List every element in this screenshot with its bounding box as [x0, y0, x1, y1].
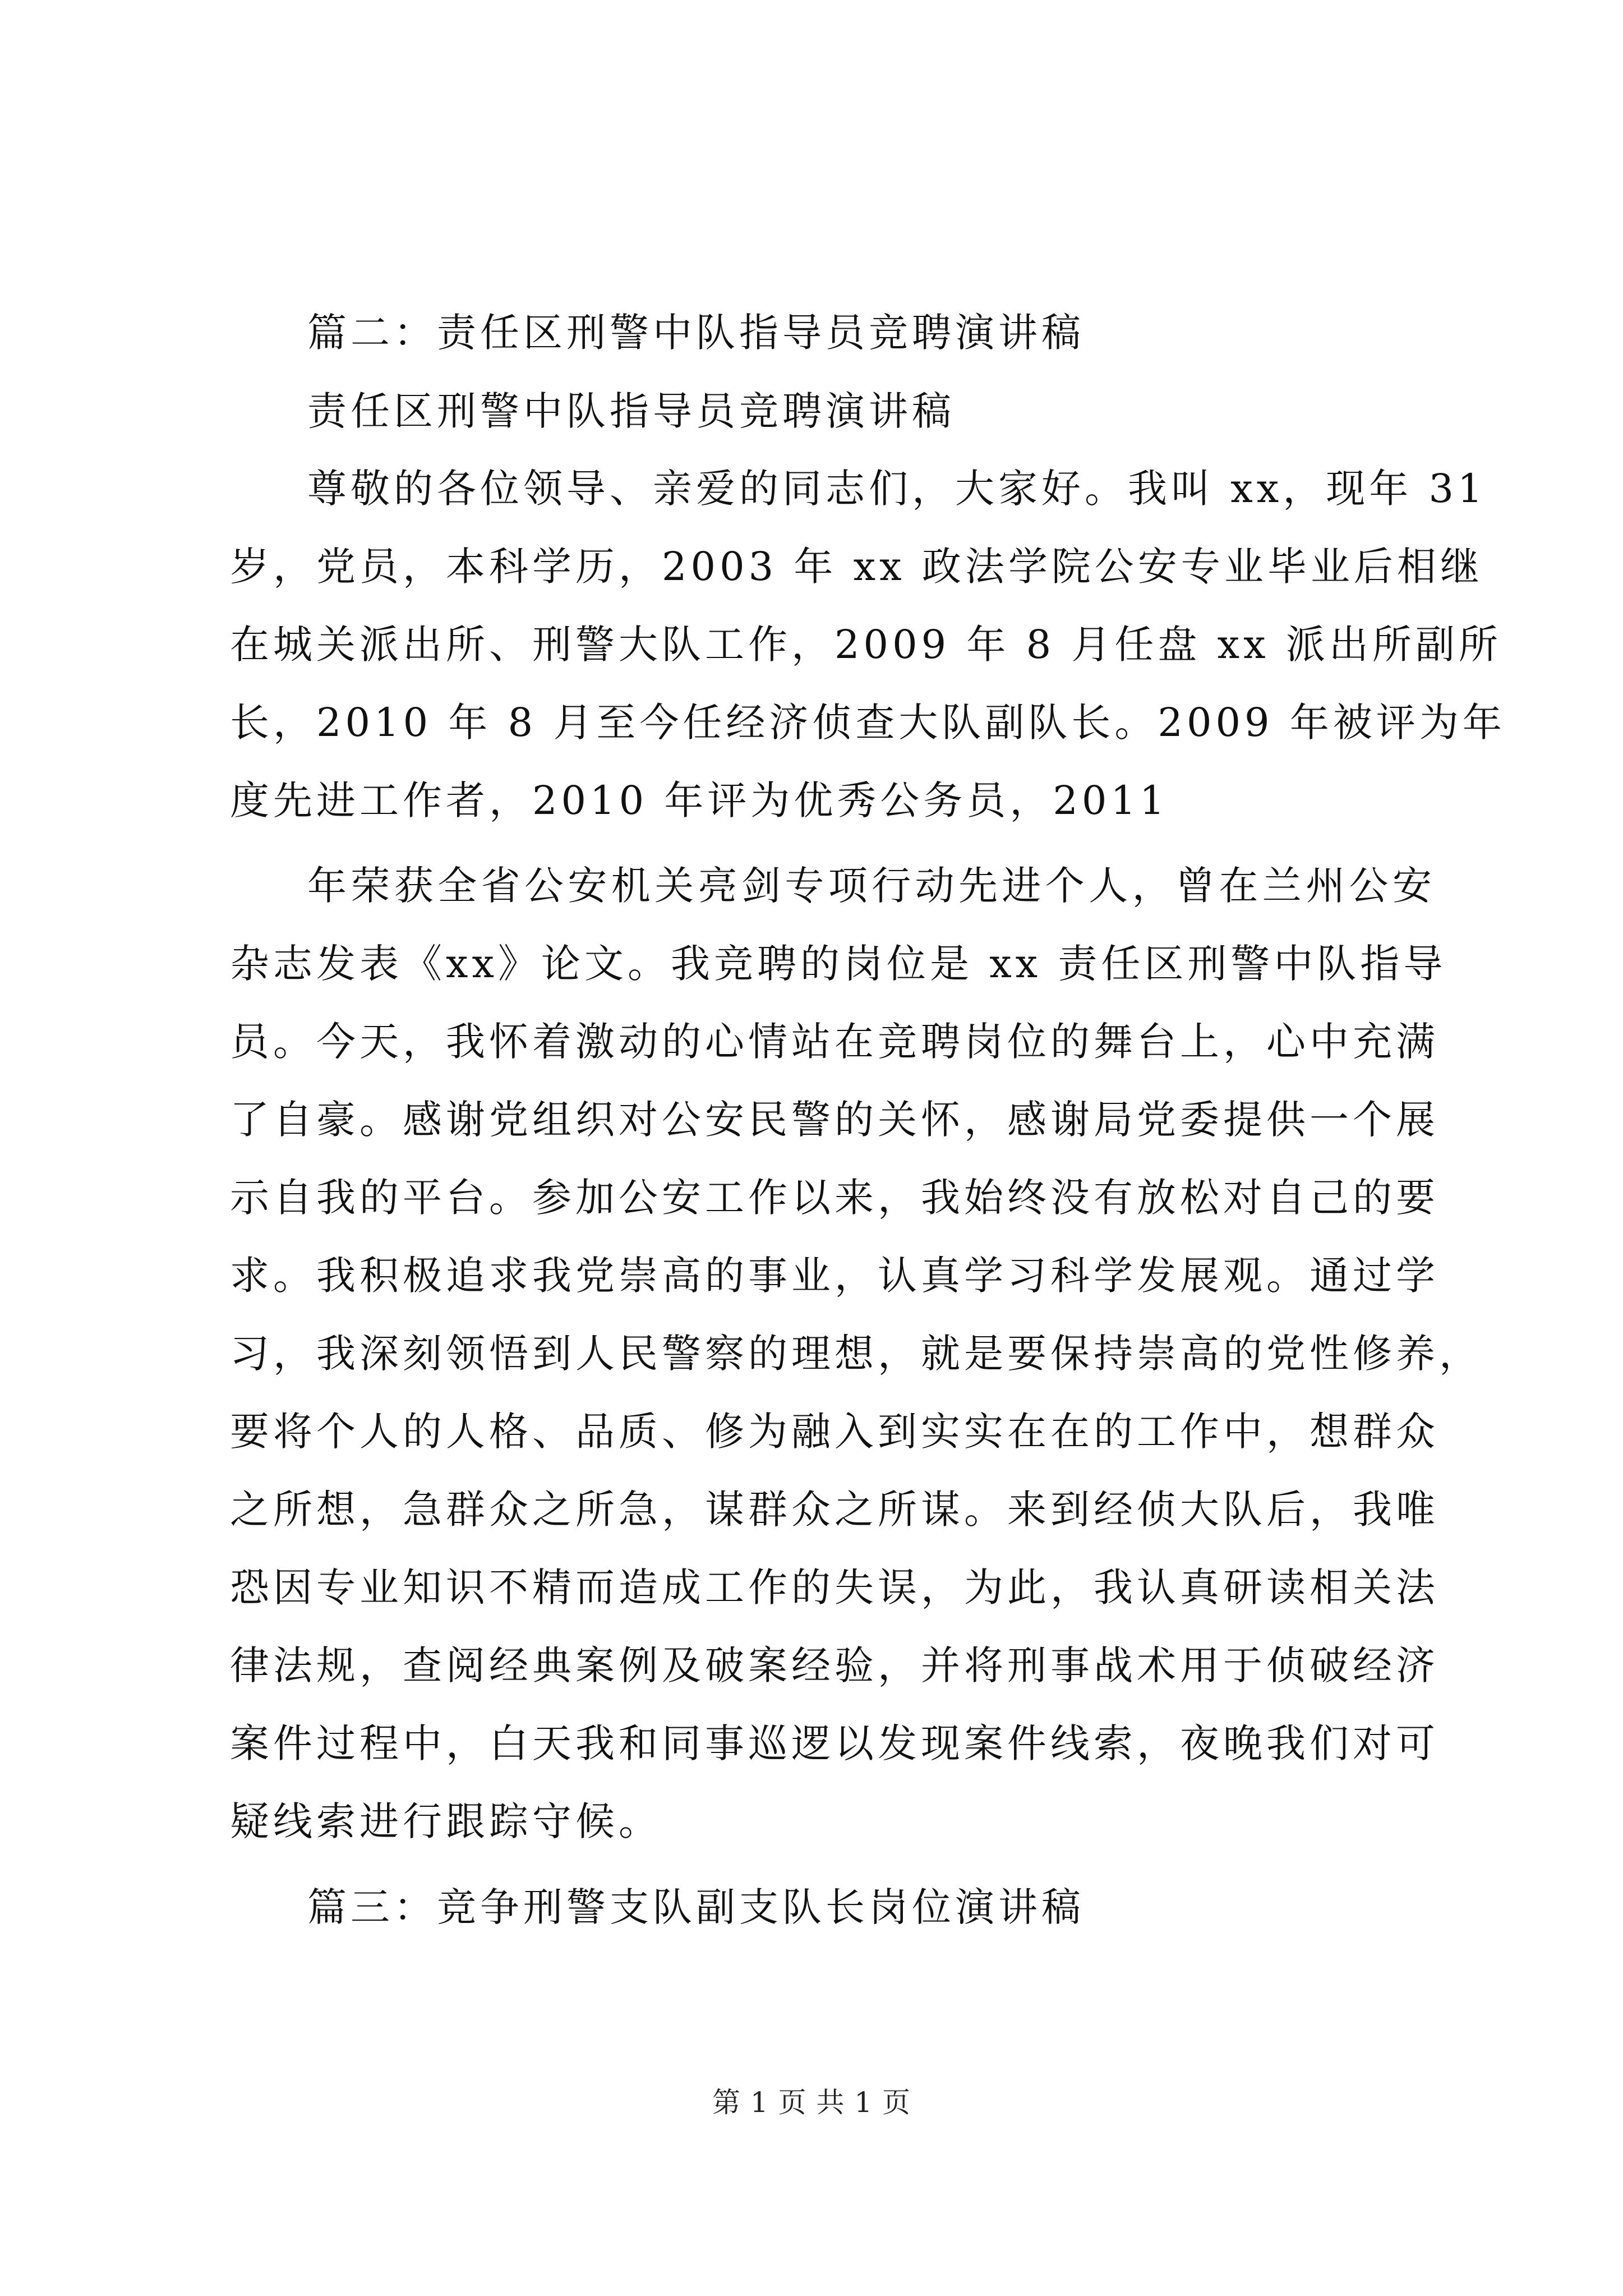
- para2-line-4: 了自豪。感谢党组织对公安民警的关怀，感谢局党委提供一个展: [230, 1097, 1439, 1143]
- para2-line-2: 杂志发表《xx》论文。我竞聘的岗位是 xx 责任区刑警中队指导: [230, 941, 1447, 987]
- para1-line-3: 在城关派出所、刑警大队工作，2009 年 8 月任盘 xx 派出所副所: [230, 622, 1502, 668]
- para1-line-2: 岁，党员，本科学历，2003 年 xx 政法学院公安专业毕业后相继: [230, 544, 1483, 590]
- para2-line-5: 示自我的平台。参加公安工作以来，我始终没有放松对自己的要: [230, 1175, 1439, 1221]
- section-heading-part3: 篇三：竞争刑警支队副支队长岗位演讲稿: [307, 1884, 1085, 1930]
- para2-line-6: 求。我积极追求我党崇高的事业，认真学习科学发展观。通过学: [230, 1253, 1439, 1299]
- page-footer: 第 1 页 共 1 页: [712, 2086, 911, 2119]
- speech-title: 责任区刑警中队指导员竞聘演讲稿: [307, 388, 955, 434]
- para2-line-3: 员。今天，我怀着激动的心情站在竞聘岗位的舞台上，心中充满: [230, 1019, 1439, 1065]
- para1-line-5: 度先进工作者，2010 年评为优秀公务员，2011: [230, 777, 1169, 823]
- para2-line-8: 要将个人的人格、品质、修为融入到实实在在的工作中，想群众: [230, 1409, 1439, 1455]
- para2-line-12: 案件过程中，白天我和同事巡逻以发现案件线索，夜晚我们对可: [230, 1720, 1439, 1766]
- para2-line-1: 年荣获全省公安机关亮剑专项行动先进个人，曾在兰州公安: [307, 863, 1436, 909]
- para1-line-4: 长，2010 年 8 月至今任经济侦查大队副队长。2009 年被评为年: [230, 700, 1506, 746]
- para1-line-1: 尊敬的各位领导、亲爱的同志们，大家好。我叫 xx，现年 31: [307, 466, 1487, 512]
- para2-line-9: 之所想，急群众之所急，谋群众之所谋。来到经侦大队后，我唯: [230, 1487, 1439, 1533]
- para2-line-10: 恐因专业知识不精而造成工作的失误，为此，我认真研读相关法: [230, 1565, 1439, 1611]
- para2-line-11: 律法规，查阅经典案例及破案经验，并将刑事战术用于侦破经济: [230, 1642, 1439, 1688]
- section-heading-part2: 篇二：责任区刑警中队指导员竞聘演讲稿: [307, 310, 1085, 356]
- para2-line-13: 疑线索进行跟踪守候。: [230, 1798, 662, 1844]
- para2-line-7: 习，我深刻领悟到人民警察的理想，就是要保持崇高的党性修养，: [230, 1331, 1482, 1377]
